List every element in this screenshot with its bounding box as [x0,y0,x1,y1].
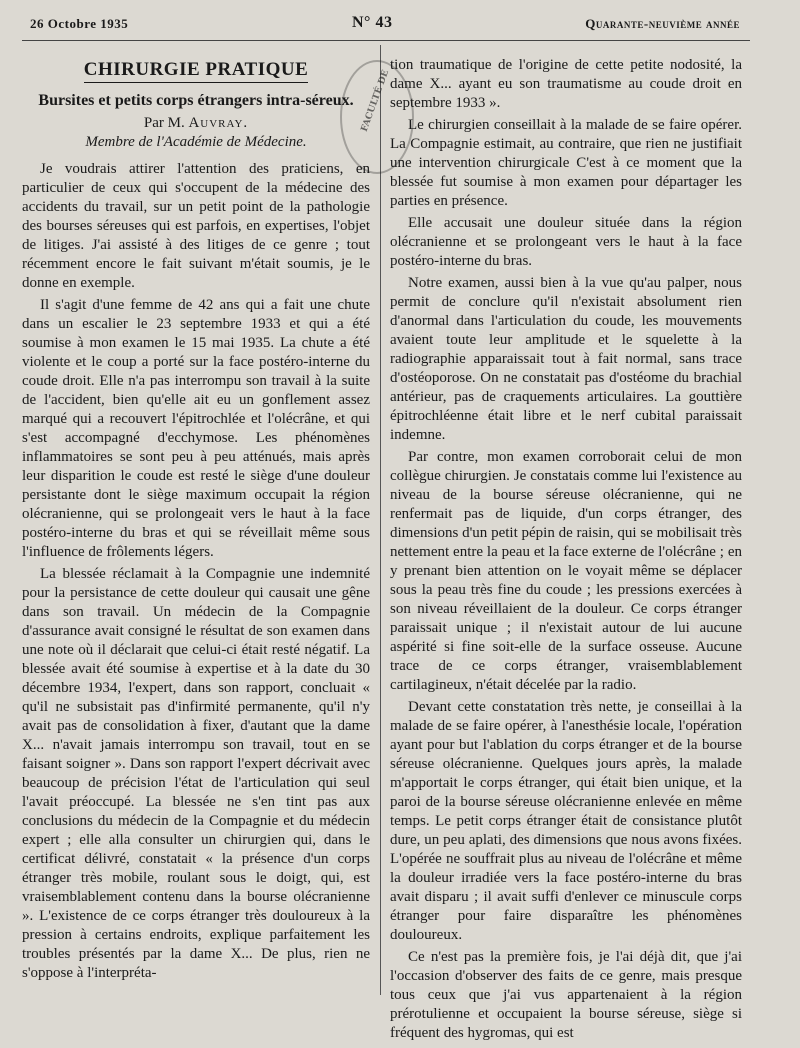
paragraph: Elle accusait une douleur située dans la région olécranienne et se prolongeant vers le haut à la face postéro-interne du bras. [390,215,742,269]
paragraph: La blessée réclamait à la Compagnie une indemnité pour la persistance de cette douleur qui causait une gêne dans son travail. Un médecin de la Compagnie d'assurance avait consigné le résultat de son examen dans une note où il déclarait que celui-ci était resté négatif. La blessée avait été soumise à expertise et à la date du 30 décembre 1934, l'expert, dans son rapport, concluait « qu'il ne subsistait pas d'infirmité permanente, qu'il n'y avait pas de consolidation à fixer, d'autant que la dame X... n'avait jamais interrompu son travail, tout en se faisant soigner ». Dans son rapport l'expert décrivait avec beaucoup de précision l'état de l'articulation qui seul l'avait préoccupé. La blessée ne s'en tint pas aux conclusions du médecin de la Compagnie et du médecin expert ; elle alla consulter un chirurgien qui, dans le certificat délivré, constatait « la présence d'un corps étranger très mobile, roulant sous le doigt, qui, est vraisemblablement contenu dans la bourse olécranienne ». L'existence de ce corps étranger très douloureux à la pression à certains endroits, explique parfaitement les troubles présentés par la dame X... De plus, rien ne s'oppose à l'interpréta- [22,566,370,981]
paragraph: Ce n'est pas la première fois, je l'ai déjà dit, que j'ai l'occasion d'observer des faits de ce genre, mais presque tous ceux que j'ai vus appartenaient à la région prérotulienne et occupaient la bourse séreuse, siège si fréquent des hygromas, qui est [390,949,742,1041]
byline-prefix: Par M. [143,115,185,131]
page-header [30,16,740,36]
paragraph: Devant cette constatation très nette, je conseillai à la malade de se faire opérer, à l'anesthésie locale, l'opération ayant pour but l'ablation du corps étranger et de la bourse séreuse olécranienne. Quelques jours après, la malade m'apportait le corps étranger, qui était bien unique, et la paroi de la bourse séreuse olécranienne enlevée en même temps. Le petit corps étranger était de consistance plutôt dure, un peu aplati, des dimensions que nous avons fixées. L'opérée ne souffrait plus au niveau de l'olécrâne et même la douleur irradiée vers la face postéro-interne du bras avait disparu ; il avait suffi d'enlever ce minuscule corps étranger pour faire disparaître les phénomènes douloureux. [390,699,742,943]
paragraph: Par contre, mon examen corroborait celui de mon collègue chirurgien. Je constatais comme lui l'existence au niveau de la bourse séreuse olécranienne, qui ne renfermait pas de liquide, d'un corps étranger, des dimensions d'un petit pépin de raisin, qui se mobilisait très nettement entre la peau et la face externe de l'olécrâne ; en y prenant bien attention on le voyait même se déplacer sous la peau très fine du coude ; les pressions exercées à son niveau réveillaient de la douleur. Ce corps étranger paraissait unique ; il n'existait autour de lui aucune aspérité si fine soit-elle de la surface osseuse. Aucune trace de ce corps étranger, vraisemblablement cartilagineux, n'était décelée par la radio. [390,449,742,693]
paragraph: Notre examen, aussi bien à la vue qu'au palper, nous permit de conclure qu'il n'existait absolument rien d'anormal dans l'articulation du coude, les mouvements avaient toute leur amplitude et le squelette à la radiographie apparaissait tout à fait normal, sans trace d'ostéoporose. On ne constatait pas d'ostéome du brachial antérieur, pas de craquements articulaires. La gouttière épitrochléenne était libre et le nerf cubital paraissait indemne. [390,275,742,443]
library-stamp-text: FACULTÉ DE [359,68,392,134]
right-column [390,56,742,1046]
paragraph: Il s'agit d'une femme de 42 ans qui a fait une chute dans un escalier le 23 septembre 1933 et qui a été soumise à mon examen le 15 mai 1935. La chute a été violente et le coup a porté sur la face postéro-interne du coude droit. Elle n'a pas interrompu son travail à la suite de l'accident, bien qu'elle ait eu un gonflement assez marqué qui a recouvert l'épitrochlée et l'olécrâne, et qui s'est accompagné d'ecchymose. Les phénomènes inflammatoires se sont peu à peu atténués, mais après leur disparition le coude est resté le siège d'une douleur persistante dont le siège maximum occupait la région olécranienne, qui se prolongeait vers le haut à la face postéro-interne du bras et qui se réveillait même sous l'influence de frôlements légers. [22,297,370,560]
byline [22,114,370,133]
paragraph: tion traumatique de l'origine de cette petite nodosité, la dame X... ayant eu son traumatisme au coude droit en septembre 1933 ». [390,57,742,111]
paragraph: Le chirurgien conseillait à la malade de se faire opérer. La Compagnie estimait, au contraire, que rien ne justifiait une intervention chirurgicale C'est à ce moment que la blessée fut soumise à mon examen pour départager les parties en présence. [390,117,742,209]
section-title: CHIRURGIE PRATIQUE [22,60,370,79]
issue-number: N° 43 [352,14,393,31]
paragraph: Je voudrais attirer l'attention des praticiens, en particulier de ceux qui s'occupent de la médecine des accidents du travail, sur un petit point de la pathologie des bourses séreuses qui est parfois, en expertises, l'objet de litiges. J'ai assisté à des litiges de ce genre ; tout récemment encore le fait suivant m'était soumis, je le donne en exemple. [22,161,370,291]
publication-year: Quarante-neuvième année [585,16,740,31]
header-rule [22,40,750,41]
left-column [22,60,370,986]
author-affiliation: Membre de l'Académie de Médecine. [85,134,307,150]
issue-date: 26 Octobre 1935 [30,16,129,31]
author-name: Auvray. [188,115,249,131]
article-title: Bursites et petits corps étrangers intra-séreux. [38,92,354,109]
column-divider [380,45,381,995]
